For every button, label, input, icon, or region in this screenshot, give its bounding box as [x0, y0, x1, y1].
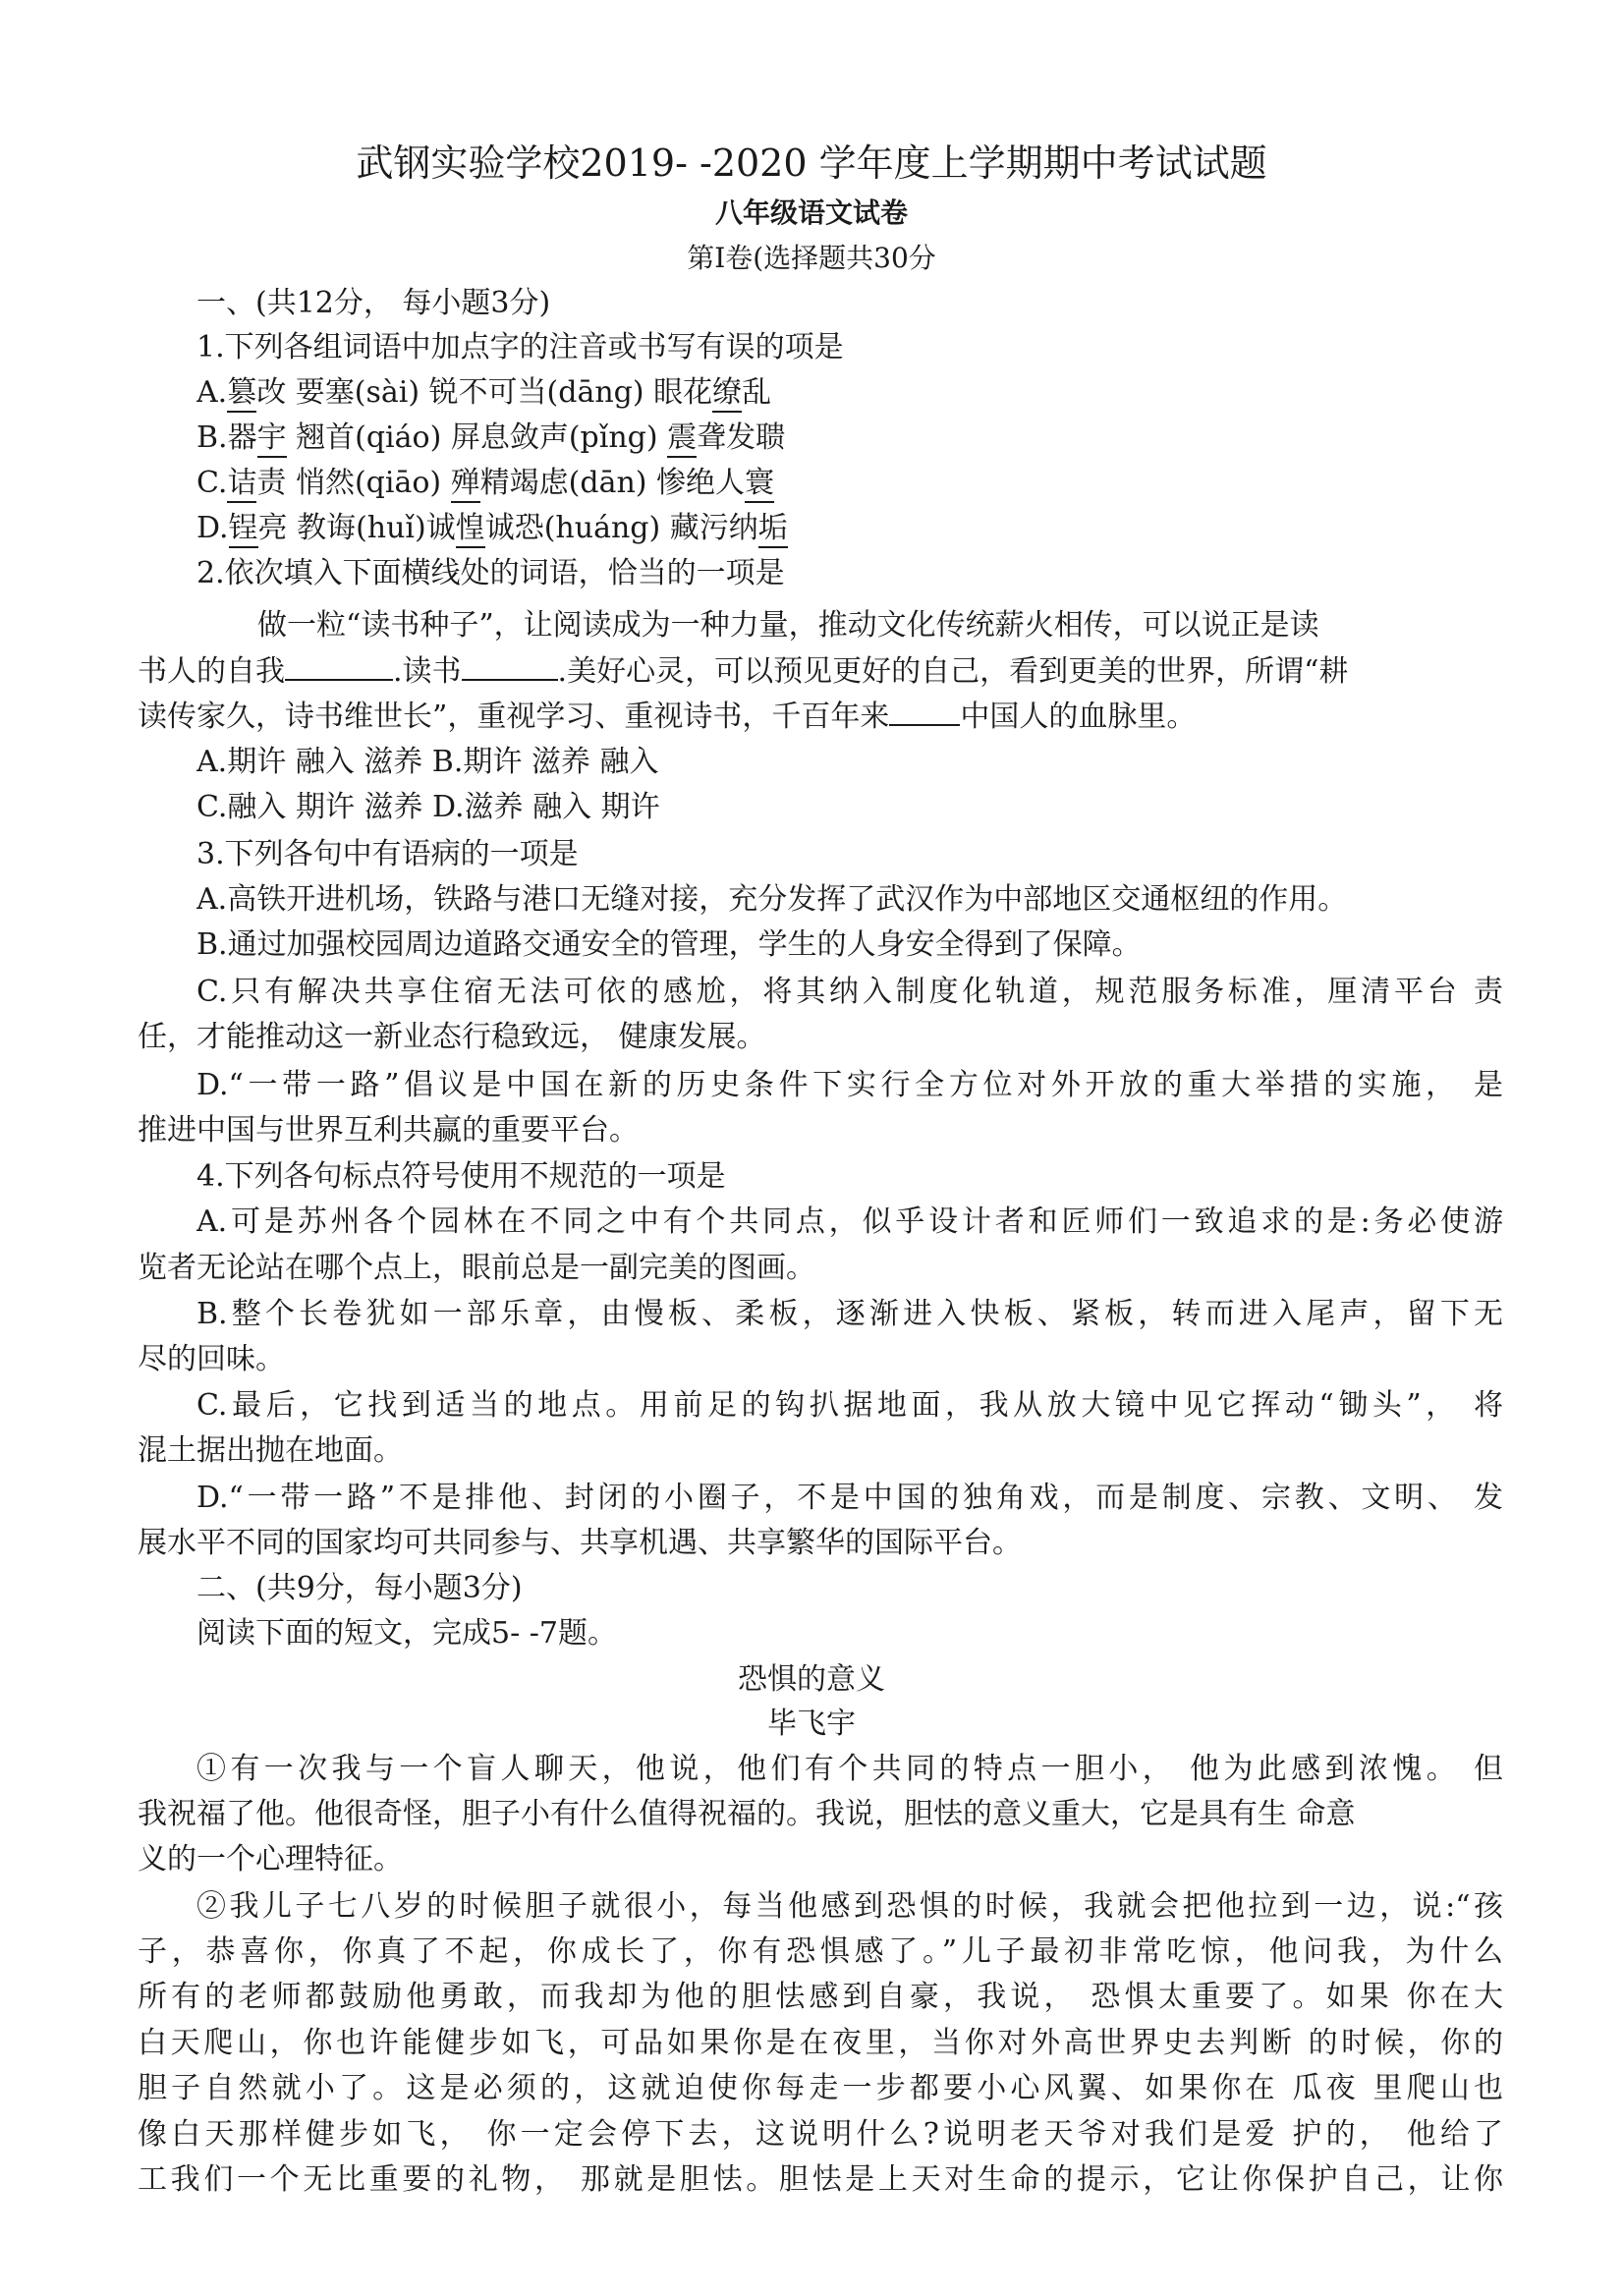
- question-4-option-d-line-2: 展水平不同的国家均可共同参与、共享机遇、共享繁华的国际平台。: [138, 1526, 1022, 1560]
- paragraph-2-line-7: 工我们一个无比重要的礼物， 那就是胆怯。胆怯是上天对生命的提示，它让你保护自己，让你: [138, 2162, 1503, 2197]
- paragraph-2-line-6: 像白天那样健步如飞， 你一定会停下去，这说明什么?说明老天爷对我们是爱 护的， 他给了: [138, 2117, 1503, 2152]
- question-4-option-b-line-1: B.整个长卷犹如一部乐章，由慢板、柔板，逐渐进入快板、紧板，转而进入尾声，留下无: [196, 1297, 1503, 1331]
- article-author: 毕飞宇: [767, 1707, 856, 1741]
- question-2-passage-line-2: 书人的自我 .读书 .美好心灵，可以预见更好的自己，看到更美的世界，所谓“耕: [138, 651, 1503, 692]
- question-4-option-c-line-2: 混土据出抛在地面。: [138, 1433, 403, 1468]
- underlined-char: 缭: [712, 375, 742, 413]
- article-title: 恐惧的意义: [738, 1662, 885, 1697]
- underlined-char: 垢: [758, 511, 788, 548]
- question-3-option-a: A.高铁开进机场，铁路与港口无缝对接，充分发挥了武汉作为中部地区交通枢纽的作用。: [196, 882, 1348, 917]
- underlined-char: 锃: [229, 511, 258, 548]
- question-1-option-c: C.诘责 悄然(qiāo) 殚精竭虑(dān) 惨绝人寰: [196, 464, 1503, 503]
- question-2-passage-line-1: 做一粒“读书种子”，让阅读成为一种力量，推动文化传统薪火相传，可以说正是读: [257, 608, 1319, 643]
- underlined-char: 殚: [451, 466, 480, 503]
- reading-instruction: 阅读下面的短文，完成5- -7题。: [196, 1616, 617, 1651]
- exam-subtitle: 八年级语文试卷: [714, 196, 908, 229]
- question-3-option-d-line-2: 推进中国与世界互利共赢的重要平台。: [138, 1113, 639, 1148]
- underlined-char: 诘: [227, 466, 256, 503]
- underlined-char: 篡: [227, 375, 256, 413]
- underlined-char: 宇: [257, 420, 287, 458]
- section-one-heading: 一、(共12分， 每小题3分): [196, 286, 551, 320]
- question-3-option-c-line-1: C.只有解决共享住宿无法可依的感尬，将其纳入制度化轨道，规范服务标准，厘清平台 责: [196, 975, 1503, 1009]
- paragraph-2-line-4: 白天爬山，你也许能健步如飞，可品如果你是在夜里，当你对外高世界史去判断 的时候，你的: [138, 2026, 1503, 2060]
- underlined-char: 震: [667, 420, 697, 458]
- underlined-char: 惶: [456, 511, 485, 548]
- volume-label: 第Ⅰ卷(选择题共30分: [687, 242, 936, 274]
- underlined-char: 寰: [745, 466, 774, 503]
- question-3-stem: 3.下列各句中有语病的一项是: [196, 837, 579, 871]
- question-4-option-a-line-2: 览者无论站在哪个点上，眼前总是一副完美的图画。: [138, 1251, 815, 1285]
- question-2-options-cd: C.融入 期许 滋养 D.滋养 融入 期许: [196, 790, 660, 824]
- question-2-stem: 2.依次填入下面横线处的词语，恰当的一项是: [196, 556, 785, 590]
- paragraph-1-line-1: ①有一次我与一个盲人聊天，他说，他们有个共同的特点一胆小， 他为此感到浓愧。 但: [196, 1752, 1503, 1786]
- question-4-option-d-line-1: D.“一带一路”不是排他、封闭的小圈子，不是中国的独角戏，而是制度、宗教、文明、 发: [196, 1481, 1503, 1515]
- question-1-stem: 1.下列各组词语中加点字的注音或书写有误的项是: [196, 330, 844, 364]
- paragraph-2-line-5: 胆子自然就小了。这是必须的，这就迫使你每走一步都要小心风翼、如果你在 瓜夜 里爬山也: [138, 2071, 1503, 2105]
- fill-blank: [285, 651, 393, 681]
- question-3-option-d-line-1: D.“一带一路”倡议是中国在新的历史条件下实行全方位对外开放的重大举措的实施， 是: [196, 1068, 1503, 1102]
- question-2-options-ab: A.期许 融入 滋养 B.期许 滋养 融入: [196, 745, 659, 779]
- question-3-option-c-line-2: 任，才能推动这一新业态行稳致远， 健康发展。: [138, 1020, 766, 1054]
- question-4-stem: 4.下列各句标点符号使用不规范的一项是: [196, 1159, 726, 1194]
- paragraph-2-line-2: 子，恭喜你，你真了不起，你成长了，你有恐惧感了。”儿子最初非常吃惊，他问我，为什么: [138, 1934, 1503, 1969]
- section-two-heading: 二、(共9分，每小题3分): [196, 1571, 523, 1605]
- question-1-option-d: D.锃亮 教诲(huǐ)诚惶诚恐(huáng) 藏污纳垢: [196, 509, 1503, 548]
- paragraph-2-line-1: ②我儿子七八岁的时候胆子就很小，每当他感到恐惧的时候，我就会把他拉到一边，说:“孩: [196, 1889, 1503, 1924]
- paragraph-1-line-3: 义的一个心理特征。: [138, 1842, 403, 1876]
- question-1-option-b: B.器宇 翘首(qiáo) 屏息敛声(pǐng) 震聋发聩: [196, 419, 1503, 458]
- question-4-option-c-line-1: C.最后，它找到适当的地点。用前足的钩扒据地面，我从放大镜中见它挥动“锄头”， 将: [196, 1388, 1503, 1423]
- paragraph-2-line-3: 所有的老师都鼓励他勇敢，而我却为他的胆怯感到自豪，我说， 恐惧太重要了。如果 你在大: [138, 1980, 1503, 2014]
- fill-blank: [462, 651, 558, 681]
- question-2-passage-line-3: 读传家久，诗书维世长”，重视学习、重视诗书，千百年来 中国人的血脉里。: [138, 697, 1503, 737]
- question-3-option-b: B.通过加强校园周边道路交通安全的管理，学生的人身安全得到了保障。: [196, 927, 1142, 962]
- paragraph-1-line-2: 我祝福了他。他很奇怪，胆子小有什么值得祝福的。我说，胆怯的意义重大，它是具有生 命意: [138, 1797, 1356, 1831]
- question-4-option-a-line-1: A.可是苏州各个园林在不同之中有个共同点，似乎设计者和匠师们一致追求的是:务必使游: [196, 1204, 1503, 1239]
- fill-blank: [889, 697, 960, 726]
- question-4-option-b-line-2: 尽的回味。: [138, 1342, 285, 1376]
- exam-title: 武钢实验学校2019- -2020 学年度上学期期中考试试题: [356, 141, 1267, 185]
- question-1-option-a: A.篡改 要塞(sài) 锐不可当(dāng) 眼花缭乱: [196, 373, 1503, 413]
